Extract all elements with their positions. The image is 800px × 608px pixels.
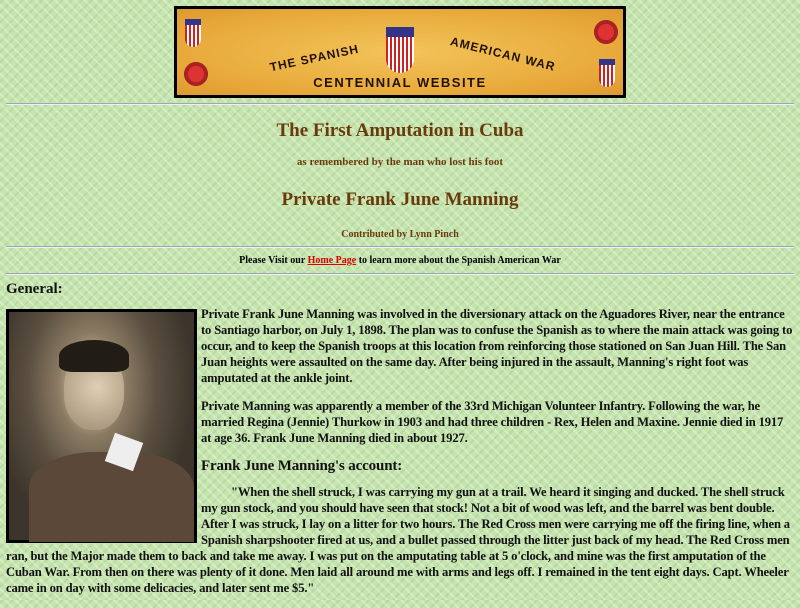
divider (6, 246, 794, 248)
spanish-crest-icon (593, 17, 619, 47)
banner-text-american-war: AMERICAN WAR (448, 34, 558, 74)
general-heading: General: (6, 281, 63, 297)
page-subtitle: as remembered by the man who lost his foot (296, 156, 504, 168)
us-shield-icon (386, 27, 414, 73)
contributor: Contributed by Lynn Pinch (341, 229, 459, 240)
banner-text-centennial: CENTENNIAL WEBSITE (313, 75, 487, 90)
divider (6, 273, 794, 275)
subject-name: Private Frank June Manning (281, 189, 519, 210)
us-shield-icon (185, 19, 201, 47)
portrait-photo (6, 309, 197, 543)
article-body (6, 306, 796, 608)
home-page-link[interactable]: Home Page (307, 255, 357, 266)
general-paragraph-2: Private Manning was apparently a member of the 33rd Michigan Volunteer Infantry. Following the war, he married Regina (Jennie) Thurkow in 1903 and had three children - Rex, Helen and Maxine. Jennie died in 1917 at age 36. Frank June Manning died in about 1927. (201, 399, 784, 445)
site-banner (174, 6, 626, 98)
page-title: The First Amputation in Cuba (276, 120, 524, 141)
visit-notice (0, 255, 800, 266)
account-text: "When the shell struck, I was carrying my gun at a trail. We heard it singing and ducked. The shell struck my gun stock, and you should have seen that stock! Not a bit of wood was left, and the barrel was bent double. After I was struck, I lay on a litter for two hours. The Red Cross men were carrying me off the firing line, when a Spanish sharpshooter fired at us, and a bullet passed through the litter just back of my head. The Red Cross men ran, but the Major made them to back and take me away. I was put on the amputating table at 5 o'clock, and mine was the first amputation of the Cuban War. From then on there was plenty of it done. Men laid all around me with arms and legs off. I remained in the tent eight days. Capt. Wheeler came in on day with some delicacies, and later sent me $5." (6, 485, 790, 595)
visit-suffix: to learn more about the Spanish American War (358, 255, 561, 266)
divider (6, 103, 794, 105)
account-heading: Frank June Manning's account: (201, 458, 403, 474)
visit-prefix: Please Visit our (239, 255, 306, 266)
banner-text-spanish: THE SPANISH (268, 41, 361, 75)
general-paragraph-1: Private Frank June Manning was involved in the diversionary attack on the Aguadores River, near the entrance to Santiago harbor, on July 1, 1898. The plan was to confuse the Spanish as to where the main attack was going to occur, and to keep the Spanish troops at this location from reinforcing those stationed on San Juan Hill. The San Juan heights were assaulted on the same day. After being injured in the assault, Manning's right foot was amputated at the ankle joint. (201, 307, 793, 385)
